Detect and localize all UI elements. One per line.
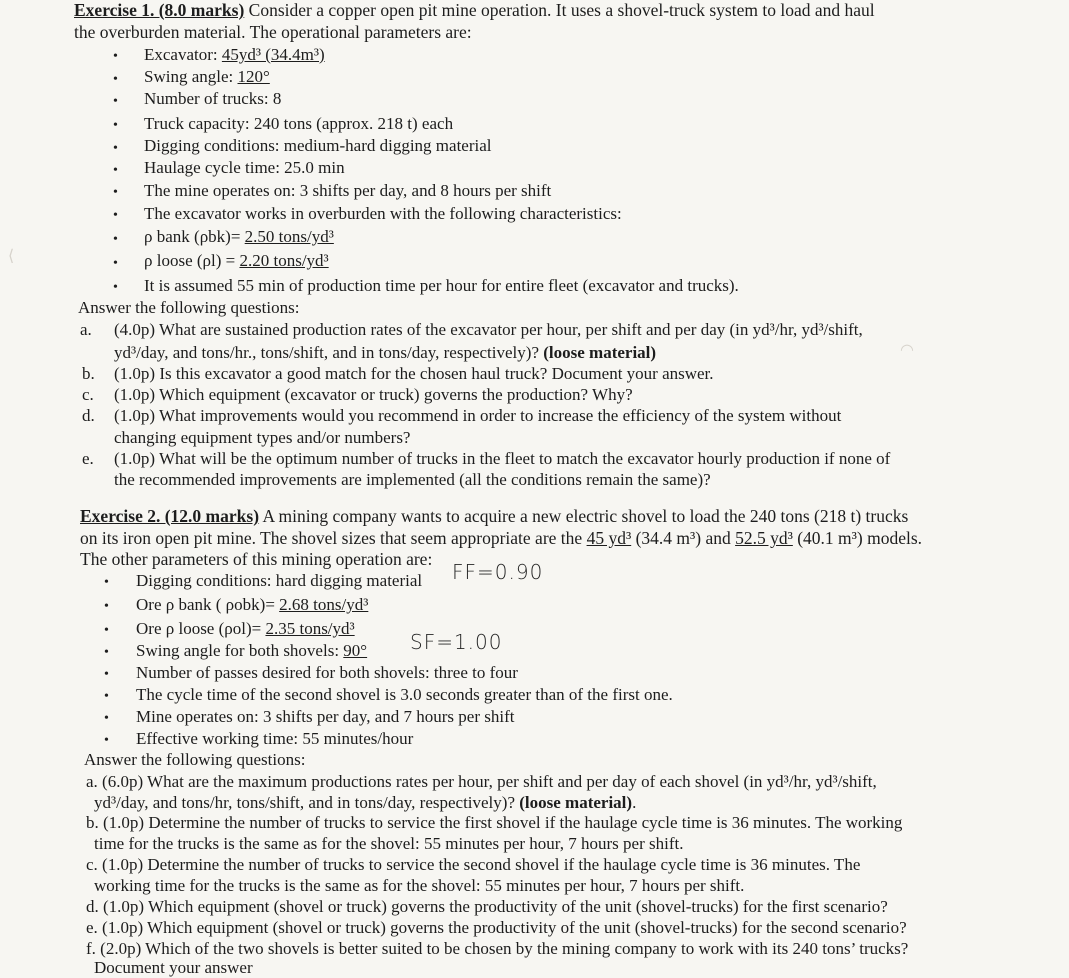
ex2-param-shifts: Mine operates on: 3 shifts per day, and 7 hours per shift bbox=[136, 707, 515, 726]
swing-value: 120° bbox=[237, 67, 270, 86]
shovel-size-1: 45 yd³ bbox=[586, 528, 632, 548]
ex1-q-a-label: a. bbox=[80, 320, 92, 339]
ex2-intro-line2: on its iron open pit mine. The shovel sizes that seem appropriate are the 45 yd³ (34.4 m³) and 52.5 yd³ (40.1 m³) models. bbox=[80, 528, 923, 548]
ex1-intro-line2: the overburden material. The operational parameters are: bbox=[74, 22, 472, 42]
ex1-title: Exercise 1. (8.0 marks) bbox=[74, 0, 245, 20]
ex1-param-shifts: The mine operates on: 3 shifts per day, and 8 hours per shift bbox=[144, 181, 552, 200]
ex2-answer-heading: Answer the following questions: bbox=[84, 750, 306, 769]
ex1-q-b-label: b. bbox=[82, 364, 95, 383]
bullet: • bbox=[113, 94, 118, 109]
bullet: • bbox=[104, 667, 109, 682]
ex2-q-a: a. (6.0p) What are the maximum productions rates per hour, per shift and per day of each shovel (in yd³/hr, yd³/shift, bbox=[86, 772, 877, 791]
ex2-q-f-line2: Document your answer bbox=[94, 958, 253, 977]
bullet: • bbox=[104, 733, 109, 748]
handwritten-fill-factor: FF=0.90 bbox=[452, 560, 544, 584]
bullet: • bbox=[104, 645, 109, 660]
ex1-q-d-line2: changing equipment types and/or numbers? bbox=[114, 428, 411, 447]
ex1-answer-heading: Answer the following questions: bbox=[78, 298, 300, 317]
ore-loose-density-value: 2.35 tons/yd³ bbox=[265, 619, 355, 638]
ex2-intro: A mining company wants to acquire a new electric shovel to load the 240 tons (218 t) trucks bbox=[259, 506, 909, 526]
bank-density-value: 2.50 tons/yd³ bbox=[244, 227, 334, 246]
bullet: • bbox=[113, 72, 118, 87]
ex1-param-bank-density: ρ bank (ρbk)= 2.50 tons/yd³ bbox=[144, 227, 334, 246]
ex2-q-b-line2: time for the trucks is the same as for the shovel: 55 minutes per hour, 7 hours per shift. bbox=[94, 834, 684, 853]
ex2-heading-line bbox=[80, 506, 908, 526]
ex1-intro: Consider a copper open pit mine operation. It uses a shovel-truck system to load and haul bbox=[244, 0, 875, 20]
ex1-param-digging: Digging conditions: medium-hard digging material bbox=[144, 136, 492, 155]
ex1-q-e-label: e. bbox=[82, 449, 94, 468]
ex2-param-swing: Swing angle for both shovels: 90° bbox=[136, 641, 368, 660]
bleed-through-mark: ◠ bbox=[900, 340, 914, 359]
ex1-param-loose-density: ρ loose (ρl) = 2.20 tons/yd³ bbox=[144, 251, 329, 270]
ex2-param-cycle: The cycle time of the second shovel is 3.0 seconds greater than of the first one. bbox=[136, 685, 673, 704]
bleed-through-mark: ⟨ bbox=[8, 246, 15, 265]
ex1-q-a: (4.0p) What are sustained production rates of the excavator per hour, per shift and per day (in yd³/hr, yd³/shift, bbox=[114, 320, 863, 339]
ex1-param-excavator: Excavator: 45yd³ (34.4m³) bbox=[144, 45, 325, 64]
ex2-q-d: d. (1.0p) Which equipment (shovel or truck) governs the productivity of the unit (shovel-trucks) for the first scenario? bbox=[86, 897, 888, 916]
ex2-title: Exercise 2. (12.0 marks) bbox=[80, 506, 260, 526]
ex2-q-c-line2: working time for the trucks is the same as for the shovel: 55 minutes per hour, 7 hours per shift. bbox=[94, 876, 745, 895]
ex2-param-loose-density: Ore ρ loose (ρol)= 2.35 tons/yd³ bbox=[136, 619, 355, 638]
ex1-q-a-line2: yd³/day, and tons/hr., tons/shift, and in tons/day, respectively)? (loose material) bbox=[114, 343, 657, 362]
ex2-q-a-line2: yd³/day, and tons/hr, tons/shift, and in tons/day, respectively)? (loose material). bbox=[94, 793, 637, 812]
ex1-q-d-label: d. bbox=[82, 406, 95, 425]
ex2-q-b: b. (1.0p) Determine the number of trucks to service the first shovel if the haulage cycle time is 36 minutes. The working bbox=[86, 813, 903, 832]
bullet: • bbox=[104, 623, 109, 638]
bullet: • bbox=[113, 163, 118, 178]
ex1-param-trucks: Number of trucks: 8 bbox=[144, 89, 282, 108]
ex2-q-c: c. (1.0p) Determine the number of trucks to service the second shovel if the haulage cycle time is 36 minutes. The bbox=[86, 855, 861, 874]
ex1-param-haulage: Haulage cycle time: 25.0 min bbox=[144, 158, 345, 177]
bullet: • bbox=[113, 49, 118, 64]
bullet: • bbox=[113, 232, 118, 247]
ex2-q-f: f. (2.0p) Which of the two shovels is better suited to be chosen by the mining company to work with its 240 tons’ trucks? bbox=[86, 939, 909, 958]
ex1-heading-line bbox=[74, 0, 875, 20]
loose-density-value: 2.20 tons/yd³ bbox=[239, 251, 329, 270]
ex2-param-passes: Number of passes desired for both shovels: three to four bbox=[136, 663, 518, 682]
shovel-size-2: 52.5 yd³ bbox=[735, 528, 793, 548]
ex2-param-effective: Effective working time: 55 minutes/hour bbox=[136, 729, 414, 748]
ex2-param-bank-density: Ore ρ bank ( ρobk)= 2.68 tons/yd³ bbox=[136, 595, 369, 614]
bullet: • bbox=[104, 575, 109, 590]
ex1-q-c: (1.0p) Which equipment (excavator or truck) governs the production? Why? bbox=[114, 385, 633, 404]
bullet: • bbox=[104, 689, 109, 704]
ex1-param-swing: Swing angle: 120° bbox=[144, 67, 270, 86]
bullet: • bbox=[113, 280, 118, 295]
ex1-q-c-label: c. bbox=[82, 385, 94, 404]
bullet: • bbox=[104, 711, 109, 726]
bullet: • bbox=[113, 141, 118, 156]
ex1-q-e: (1.0p) What will be the optimum number of trucks in the fleet to match the excavator hourly production if none of bbox=[114, 449, 891, 468]
bullet: • bbox=[104, 599, 109, 614]
ex1-param-capacity: Truck capacity: 240 tons (approx. 218 t) each bbox=[144, 114, 454, 133]
bullet: • bbox=[113, 208, 118, 223]
ex1-param-characteristics: The excavator works in overburden with the following characteristics: bbox=[144, 204, 622, 223]
ex1-param-production-time: It is assumed 55 min of production time per hour for entire fleet (excavator and trucks). bbox=[144, 276, 739, 295]
bullet: • bbox=[113, 185, 118, 200]
ex1-q-e-line2: the recommended improvements are implemented (all the conditions remain the same)? bbox=[114, 470, 711, 489]
ex2-param-digging: Digging conditions: hard digging material bbox=[136, 571, 423, 590]
bullet: • bbox=[113, 118, 118, 133]
ex2-intro-line3: The other parameters of this mining operation are: bbox=[80, 549, 433, 569]
handwritten-swing-factor: SF=1.00 bbox=[410, 630, 503, 654]
excavator-value: 45yd³ (34.4m³) bbox=[221, 45, 325, 64]
ore-bank-density-value: 2.68 tons/yd³ bbox=[279, 595, 369, 614]
swing-angle-value: 90° bbox=[343, 641, 368, 660]
ex1-q-d: (1.0p) What improvements would you recommend in order to increase the efficiency of the system without bbox=[114, 406, 842, 425]
bullet: • bbox=[113, 256, 118, 271]
ex1-q-b: (1.0p) Is this excavator a good match for the chosen haul truck? Document your answer. bbox=[114, 364, 714, 383]
ex2-q-e: e. (1.0p) Which equipment (shovel or truck) governs the productivity of the unit (shovel-trucks) for the second scenario? bbox=[86, 918, 907, 937]
